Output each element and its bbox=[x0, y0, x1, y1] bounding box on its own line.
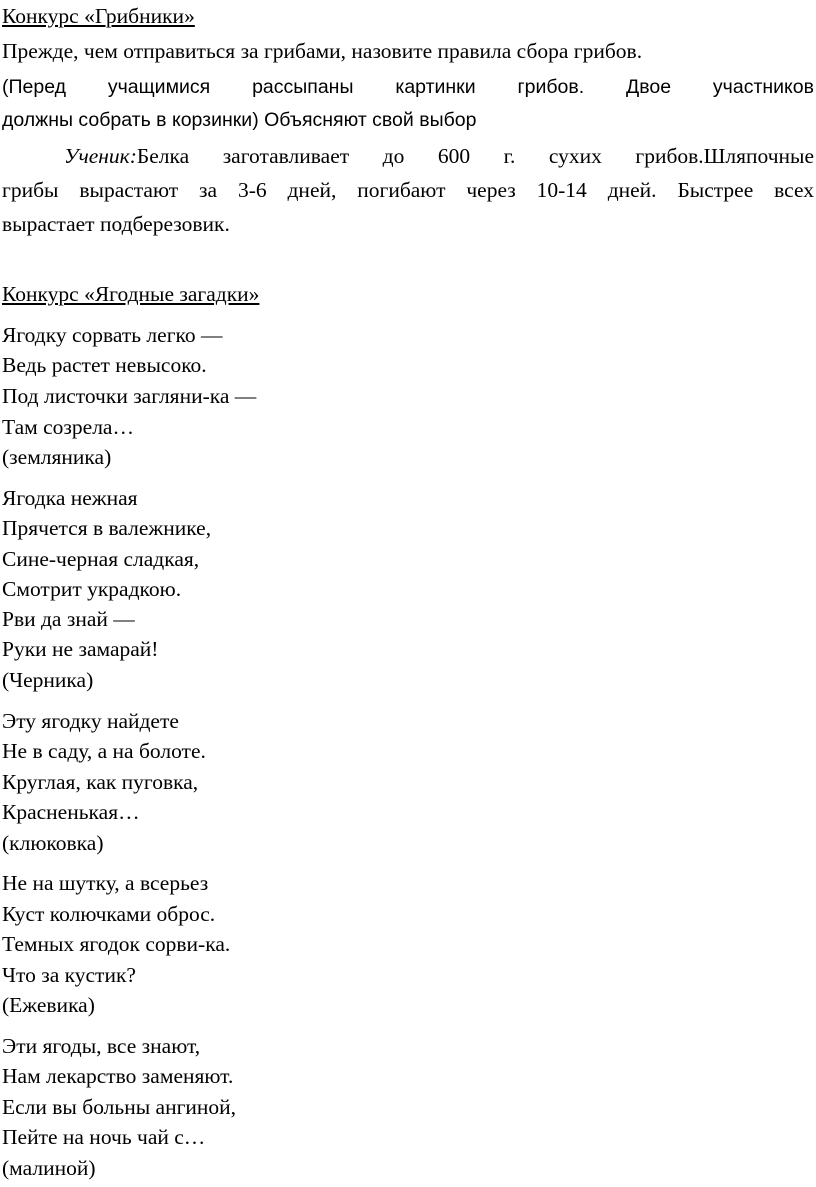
riddle-line: Руки не замарай! bbox=[2, 637, 159, 661]
riddle-answer: (Черника) bbox=[2, 668, 94, 692]
riddle-line: Там созрела… bbox=[2, 415, 134, 439]
riddle-line: Красненькая… bbox=[2, 800, 140, 824]
student-line-3: вырастает подберезовик. bbox=[2, 212, 230, 236]
heading-text: Конкурс «Ягодные загадки» bbox=[2, 282, 260, 306]
riddle-line: Эти ягоды, все знают, bbox=[2, 1034, 201, 1058]
heading-text: Конкурс «Грибники» bbox=[2, 4, 195, 28]
riddle-line: Что за кустик? bbox=[2, 963, 136, 987]
riddle-line: Смотрит украдкою. bbox=[2, 577, 182, 601]
student-text-1: Белка заготавливает до 600 г. сухих грибов.Шляпочные bbox=[136, 144, 814, 168]
riddle-line: Рви да знай — bbox=[2, 607, 135, 631]
riddle-line: Ягодка нежная bbox=[2, 486, 138, 510]
riddle-line: Куст колючками оброс. bbox=[2, 902, 216, 926]
riddle-line: Прячется в валежнике, bbox=[2, 516, 212, 540]
riddle-line: Не в саду, а на болоте. bbox=[2, 739, 206, 763]
riddle-line: Ведь растет невысоко. bbox=[2, 353, 207, 377]
riddle-answer: (клюковка) bbox=[2, 831, 104, 855]
student-label: Ученик: bbox=[64, 144, 137, 168]
riddle-line: Сине-черная сладкая, bbox=[2, 547, 200, 571]
intro-text: Прежде, чем отправиться за грибами, назовите правила сбора грибов. bbox=[2, 39, 643, 63]
riddle-answer: (малиной) bbox=[2, 1156, 96, 1180]
riddle-line: Эту ягодку найдете bbox=[2, 709, 179, 733]
riddle-line: Если вы больны ангиной, bbox=[2, 1095, 237, 1119]
riddle-line: Темных ягодок сорви-ка. bbox=[2, 932, 231, 956]
note-line-2: должны собрать в корзинки) Объясняют свой выбор bbox=[2, 109, 477, 131]
riddle-line: Ягодку сорвать легко — bbox=[2, 323, 223, 347]
section-heading-mushrooms bbox=[2, 1, 814, 31]
student-line-2: грибы вырастают за 3-6 дней, погибают через 10-14 дней. Быстрее всех bbox=[2, 178, 814, 202]
riddle-line: Пейте на ночь чай с… bbox=[2, 1125, 206, 1149]
note-line-1: (Перед учащимися рассыпаны картинки грибов. Двое участников bbox=[2, 76, 814, 98]
riddle-line: Нам лекарство заменяют. bbox=[2, 1064, 234, 1088]
riddle-answer: (земляника) bbox=[2, 445, 112, 469]
student-line-1 bbox=[2, 141, 814, 171]
riddle-answer: (Ежевика) bbox=[2, 993, 95, 1017]
riddle-line: Не на шутку, а всерьез bbox=[2, 871, 209, 895]
riddle-line: Круглая, как пуговка, bbox=[2, 770, 199, 794]
riddle-line: Под листочки загляни-ка — bbox=[2, 384, 257, 408]
section-heading-berries bbox=[2, 279, 814, 309]
